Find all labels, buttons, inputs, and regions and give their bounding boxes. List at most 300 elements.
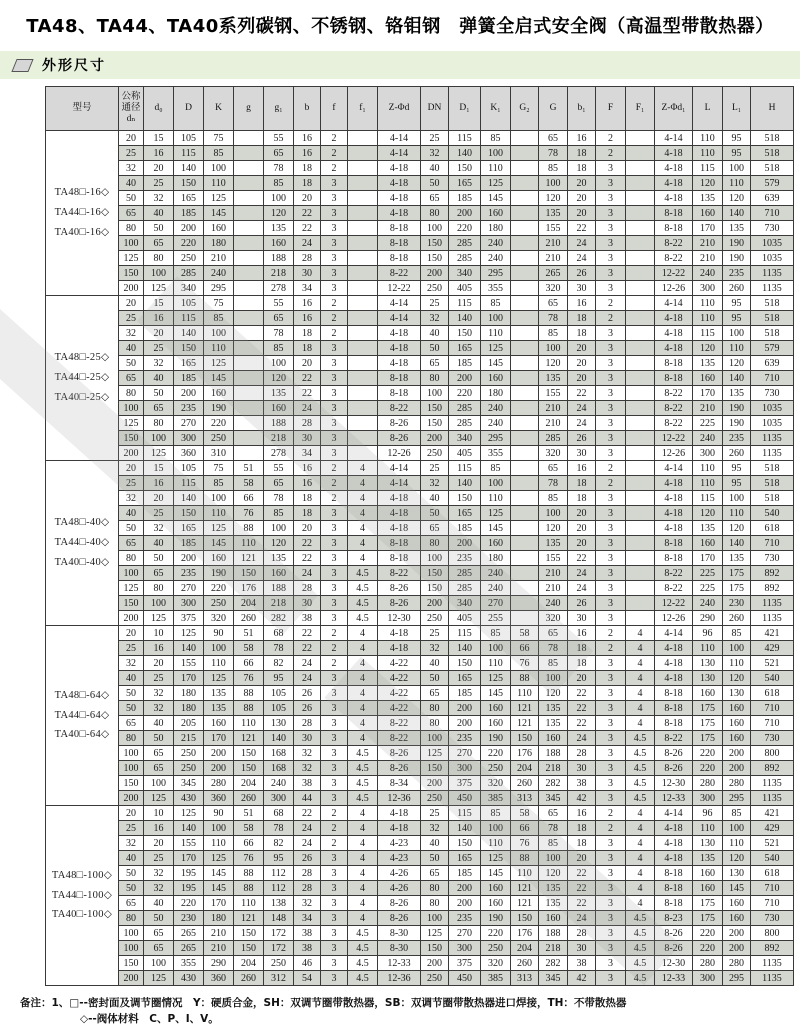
table-cell: [348, 341, 378, 356]
table-cell: 260: [723, 281, 751, 296]
table-cell: 200: [723, 941, 751, 956]
table-cell: 51: [234, 626, 264, 641]
table-cell: 20: [144, 161, 174, 176]
table-cell: 521: [751, 836, 794, 851]
table-row: [46, 371, 794, 386]
table-cell: 579: [751, 341, 794, 356]
table-cell: 65: [144, 401, 174, 416]
table-cell: 310: [204, 446, 234, 461]
table-cell: 100: [723, 326, 751, 341]
table-cell: [626, 161, 655, 176]
table-cell: 4: [348, 626, 378, 641]
table-cell: 32: [421, 476, 449, 491]
table-cell: 160: [481, 716, 511, 731]
table-cell: 2: [321, 146, 348, 161]
table-row: [46, 851, 794, 866]
table-cell: 96: [693, 806, 723, 821]
table-cell: 160: [481, 371, 511, 386]
table-cell: 80: [421, 881, 449, 896]
table-cell: 4: [348, 806, 378, 821]
table-cell: 135: [264, 551, 294, 566]
table-cell: 4: [626, 671, 655, 686]
table-cell: 25: [119, 641, 144, 656]
table-cell: 160: [204, 386, 234, 401]
table-cell: 110: [693, 821, 723, 836]
table-cell: 260: [723, 446, 751, 461]
table-cell: 320: [481, 776, 511, 791]
table-cell: 28: [294, 581, 321, 596]
table-cell: 165: [449, 176, 481, 191]
table-cell: 3: [596, 866, 626, 881]
table-cell: 295: [204, 281, 234, 296]
table-cell: 85: [204, 476, 234, 491]
table-cell: 4: [348, 536, 378, 551]
table-row: [46, 461, 794, 476]
table-cell: 518: [751, 161, 794, 176]
table-cell: 80: [119, 386, 144, 401]
table-cell: 175: [693, 896, 723, 911]
table-cell: 110: [481, 161, 511, 176]
table-row: [46, 596, 794, 611]
table-cell: 78: [264, 491, 294, 506]
table-cell: 200: [119, 971, 144, 986]
column-header: DN: [421, 87, 449, 131]
table-cell: 210: [693, 401, 723, 416]
table-cell: [234, 131, 264, 146]
table-cell: 100: [119, 566, 144, 581]
table-cell: 145: [723, 881, 751, 896]
table-cell: 540: [751, 671, 794, 686]
table-cell: 240: [693, 596, 723, 611]
table-cell: 32: [421, 821, 449, 836]
table-cell: 3: [321, 686, 348, 701]
table-cell: 55: [264, 296, 294, 311]
table-cell: 50: [144, 221, 174, 236]
table-cell: 30: [294, 731, 321, 746]
table-cell: 160: [723, 896, 751, 911]
table-cell: 4-14: [378, 146, 421, 161]
table-cell: 22: [294, 626, 321, 641]
table-cell: [511, 266, 539, 281]
table-cell: 8-18: [655, 866, 693, 881]
table-cell: 100: [723, 641, 751, 656]
table-cell: 125: [204, 191, 234, 206]
table-cell: [234, 326, 264, 341]
table-cell: 2: [321, 821, 348, 836]
table-row: [46, 671, 794, 686]
table-cell: 12-33: [655, 971, 693, 986]
table-cell: 8-22: [378, 401, 421, 416]
table-cell: 295: [723, 791, 751, 806]
table-cell: [511, 416, 539, 431]
table-cell: [511, 176, 539, 191]
table-row: [46, 161, 794, 176]
table-cell: [626, 461, 655, 476]
table-cell: 110: [511, 686, 539, 701]
table-cell: 78: [539, 476, 568, 491]
table-cell: [348, 266, 378, 281]
table-cell: [626, 536, 655, 551]
table-cell: 38: [294, 611, 321, 626]
table-cell: 75: [204, 131, 234, 146]
table-cell: 12-36: [378, 971, 421, 986]
table-cell: 3: [321, 431, 348, 446]
table-cell: 4: [348, 701, 378, 716]
table-cell: 195: [174, 866, 204, 881]
table-cell: 100: [539, 851, 568, 866]
table-cell: 38: [294, 776, 321, 791]
table-cell: 65: [421, 191, 449, 206]
table-cell: 150: [449, 836, 481, 851]
table-cell: 4-18: [378, 356, 421, 371]
table-cell: 24: [294, 821, 321, 836]
table-cell: 8-26: [378, 746, 421, 761]
table-cell: 100: [119, 761, 144, 776]
table-cell: 50: [119, 686, 144, 701]
table-cell: 200: [119, 446, 144, 461]
table-cell: 88: [234, 866, 264, 881]
table-cell: 65: [421, 866, 449, 881]
table-cell: 135: [264, 386, 294, 401]
table-cell: 4-18: [378, 491, 421, 506]
table-cell: 12-26: [378, 446, 421, 461]
table-cell: 40: [421, 656, 449, 671]
table-cell: [626, 446, 655, 461]
table-cell: 4: [348, 881, 378, 896]
table-cell: 2: [321, 326, 348, 341]
table-cell: 110: [693, 461, 723, 476]
table-cell: 2: [596, 626, 626, 641]
column-header: d₀: [144, 87, 174, 131]
table-cell: 3: [321, 746, 348, 761]
table-cell: 125: [144, 611, 174, 626]
table-cell: 4-18: [655, 191, 693, 206]
table-cell: 8-26: [655, 746, 693, 761]
table-cell: 110: [693, 146, 723, 161]
table-cell: 8-22: [655, 416, 693, 431]
table-cell: 176: [511, 746, 539, 761]
table-cell: 8-22: [378, 716, 421, 731]
table-cell: 32: [119, 656, 144, 671]
table-cell: 160: [723, 701, 751, 716]
table-cell: 1135: [751, 791, 794, 806]
table-cell: 188: [539, 746, 568, 761]
table-cell: 16: [294, 461, 321, 476]
table-cell: 3: [321, 191, 348, 206]
table-cell: 218: [264, 266, 294, 281]
table-cell: 1135: [751, 611, 794, 626]
table-cell: 40: [119, 176, 144, 191]
table-cell: 100: [204, 821, 234, 836]
table-cell: 150: [421, 581, 449, 596]
table-cell: 18: [294, 341, 321, 356]
table-cell: 200: [174, 551, 204, 566]
table-cell: 313: [511, 791, 539, 806]
table-cell: 282: [264, 611, 294, 626]
table-row: [46, 581, 794, 596]
table-cell: 3: [596, 356, 626, 371]
table-cell: 18: [294, 491, 321, 506]
table-cell: 8-26: [378, 431, 421, 446]
table-cell: 240: [481, 236, 511, 251]
table-cell: 110: [481, 836, 511, 851]
table-cell: 145: [481, 191, 511, 206]
table-cell: 34: [294, 281, 321, 296]
table-cell: 54: [294, 971, 321, 986]
table-cell: 165: [174, 191, 204, 206]
table-cell: 188: [264, 581, 294, 596]
table-cell: 4.5: [626, 746, 655, 761]
table-cell: 150: [234, 746, 264, 761]
table-cell: [626, 206, 655, 221]
table-cell: 80: [119, 221, 144, 236]
table-cell: 8-26: [655, 761, 693, 776]
table-cell: 110: [693, 641, 723, 656]
table-cell: 180: [174, 686, 204, 701]
table-cell: 20: [144, 326, 174, 341]
table-cell: 4-22: [378, 671, 421, 686]
table-cell: 110: [693, 476, 723, 491]
table-cell: 185: [174, 206, 204, 221]
table-cell: 8-26: [378, 596, 421, 611]
table-cell: 4-18: [655, 641, 693, 656]
table-cell: 240: [204, 266, 234, 281]
table-cell: 190: [723, 251, 751, 266]
table-cell: 110: [204, 176, 234, 191]
table-cell: 3: [596, 371, 626, 386]
table-cell: [234, 356, 264, 371]
table-cell: 30: [294, 596, 321, 611]
table-cell: 730: [751, 386, 794, 401]
table-cell: 22: [294, 806, 321, 821]
table-cell: [626, 596, 655, 611]
table-cell: 155: [539, 221, 568, 236]
table-cell: 3: [596, 761, 626, 776]
table-cell: 145: [481, 686, 511, 701]
table-cell: [511, 596, 539, 611]
table-cell: 40: [421, 326, 449, 341]
table-row: [46, 791, 794, 806]
table-cell: 40: [144, 716, 174, 731]
table-cell: 3: [596, 731, 626, 746]
table-cell: 3: [321, 251, 348, 266]
table-cell: 265: [174, 941, 204, 956]
table-cell: [511, 566, 539, 581]
table-cell: 188: [264, 251, 294, 266]
table-row: [46, 446, 794, 461]
table-cell: 240: [481, 581, 511, 596]
table-cell: 138: [264, 896, 294, 911]
table-cell: 115: [174, 476, 204, 491]
table-cell: 115: [174, 146, 204, 161]
table-cell: 1135: [751, 431, 794, 446]
table-cell: 32: [144, 701, 174, 716]
table-cell: 110: [481, 326, 511, 341]
table-cell: 100: [421, 386, 449, 401]
table-cell: 4.5: [626, 731, 655, 746]
table-cell: 3: [321, 896, 348, 911]
table-cell: 80: [421, 536, 449, 551]
table-cell: 95: [723, 311, 751, 326]
table-cell: 4: [348, 731, 378, 746]
table-cell: 312: [264, 971, 294, 986]
table-row: [46, 401, 794, 416]
table-cell: 710: [751, 536, 794, 551]
model-label: TA48□-40◇: [54, 517, 110, 529]
table-cell: 155: [174, 836, 204, 851]
table-cell: 22: [568, 686, 596, 701]
table-row: [46, 506, 794, 521]
table-cell: 140: [174, 491, 204, 506]
table-cell: 50: [421, 176, 449, 191]
table-cell: 170: [693, 221, 723, 236]
table-cell: 66: [234, 491, 264, 506]
table-cell: 24: [294, 236, 321, 251]
table-cell: 3: [596, 401, 626, 416]
table-cell: 4: [626, 821, 655, 836]
table-cell: [626, 296, 655, 311]
table-cell: 150: [511, 731, 539, 746]
table-cell: 282: [539, 776, 568, 791]
table-row: [46, 236, 794, 251]
table-cell: 710: [751, 881, 794, 896]
table-cell: 3: [321, 851, 348, 866]
table-cell: 235: [449, 911, 481, 926]
table-cell: 150: [119, 956, 144, 971]
table-cell: 26: [294, 851, 321, 866]
table-cell: 3: [596, 656, 626, 671]
table-cell: 110: [723, 656, 751, 671]
table-cell: 730: [751, 551, 794, 566]
table-cell: 28: [294, 866, 321, 881]
table-cell: 4-18: [655, 146, 693, 161]
table-cell: 260: [234, 791, 264, 806]
table-cell: 160: [723, 716, 751, 731]
table-cell: 240: [481, 416, 511, 431]
table-cell: [511, 296, 539, 311]
table-cell: 4: [626, 806, 655, 821]
table-cell: 85: [204, 146, 234, 161]
table-cell: 4-18: [378, 341, 421, 356]
table-cell: 105: [264, 701, 294, 716]
table-cell: 4-18: [655, 656, 693, 671]
table-cell: 180: [204, 236, 234, 251]
table-cell: 175: [723, 566, 751, 581]
table-cell: 140: [174, 161, 204, 176]
table-cell: 3: [596, 686, 626, 701]
table-cell: 200: [174, 221, 204, 236]
table-cell: 100: [421, 731, 449, 746]
table-cell: 421: [751, 806, 794, 821]
table-cell: 185: [174, 371, 204, 386]
table-cell: 2: [321, 491, 348, 506]
table-cell: 65: [144, 941, 174, 956]
table-cell: 340: [449, 431, 481, 446]
table-cell: 3: [596, 236, 626, 251]
table-cell: [348, 371, 378, 386]
table-cell: 8-26: [378, 581, 421, 596]
table-cell: 68: [264, 806, 294, 821]
table-cell: 8-22: [655, 566, 693, 581]
table-cell: 3: [596, 536, 626, 551]
table-cell: 4-18: [378, 326, 421, 341]
table-cell: 50: [144, 386, 174, 401]
table-cell: [511, 206, 539, 221]
table-cell: 130: [723, 866, 751, 881]
table-cell: 100: [539, 671, 568, 686]
table-cell: [511, 506, 539, 521]
table-cell: [511, 431, 539, 446]
table-row: [46, 911, 794, 926]
table-cell: 8-22: [655, 386, 693, 401]
table-cell: 65: [144, 926, 174, 941]
table-cell: 176: [511, 926, 539, 941]
table-cell: 100: [481, 821, 511, 836]
table-cell: 110: [723, 176, 751, 191]
table-cell: 42: [568, 971, 596, 986]
table-cell: 385: [481, 791, 511, 806]
table-cell: 100: [144, 776, 174, 791]
table-cell: 22: [568, 716, 596, 731]
table-cell: 105: [264, 686, 294, 701]
table-cell: [511, 146, 539, 161]
table-cell: 4-18: [655, 161, 693, 176]
table-cell: [348, 221, 378, 236]
table-cell: 280: [723, 776, 751, 791]
table-cell: 4-18: [378, 521, 421, 536]
table-cell: 165: [174, 521, 204, 536]
table-cell: [626, 476, 655, 491]
table-cell: 25: [144, 341, 174, 356]
table-cell: 160: [481, 701, 511, 716]
table-cell: [626, 176, 655, 191]
table-cell: 4-23: [378, 836, 421, 851]
section-header: [0, 51, 800, 79]
table-cell: 12-26: [655, 611, 693, 626]
table-cell: 20: [294, 356, 321, 371]
table-cell: 4: [626, 641, 655, 656]
table-cell: 250: [264, 956, 294, 971]
table-cell: 385: [481, 971, 511, 986]
table-cell: 2: [321, 311, 348, 326]
table-cell: 1135: [751, 446, 794, 461]
table-cell: 32: [294, 896, 321, 911]
table-cell: 710: [751, 896, 794, 911]
table-cell: 22: [294, 551, 321, 566]
table-cell: 180: [481, 551, 511, 566]
table-cell: 110: [511, 866, 539, 881]
column-header: L₁: [723, 87, 751, 131]
table-cell: 710: [751, 716, 794, 731]
table-cell: 85: [481, 461, 511, 476]
table-cell: 3: [596, 911, 626, 926]
table-row: [46, 701, 794, 716]
table-cell: 4: [348, 461, 378, 476]
table-cell: 65: [144, 566, 174, 581]
table-cell: 28: [294, 716, 321, 731]
table-cell: 58: [511, 806, 539, 821]
table-cell: [348, 206, 378, 221]
table-cell: 80: [144, 581, 174, 596]
table-cell: 4-18: [378, 821, 421, 836]
table-cell: 150: [421, 416, 449, 431]
table-cell: 175: [693, 911, 723, 926]
table-cell: 66: [511, 821, 539, 836]
table-cell: 2: [596, 311, 626, 326]
table-cell: 320: [204, 611, 234, 626]
table-cell: 340: [174, 281, 204, 296]
table-cell: 65: [119, 371, 144, 386]
